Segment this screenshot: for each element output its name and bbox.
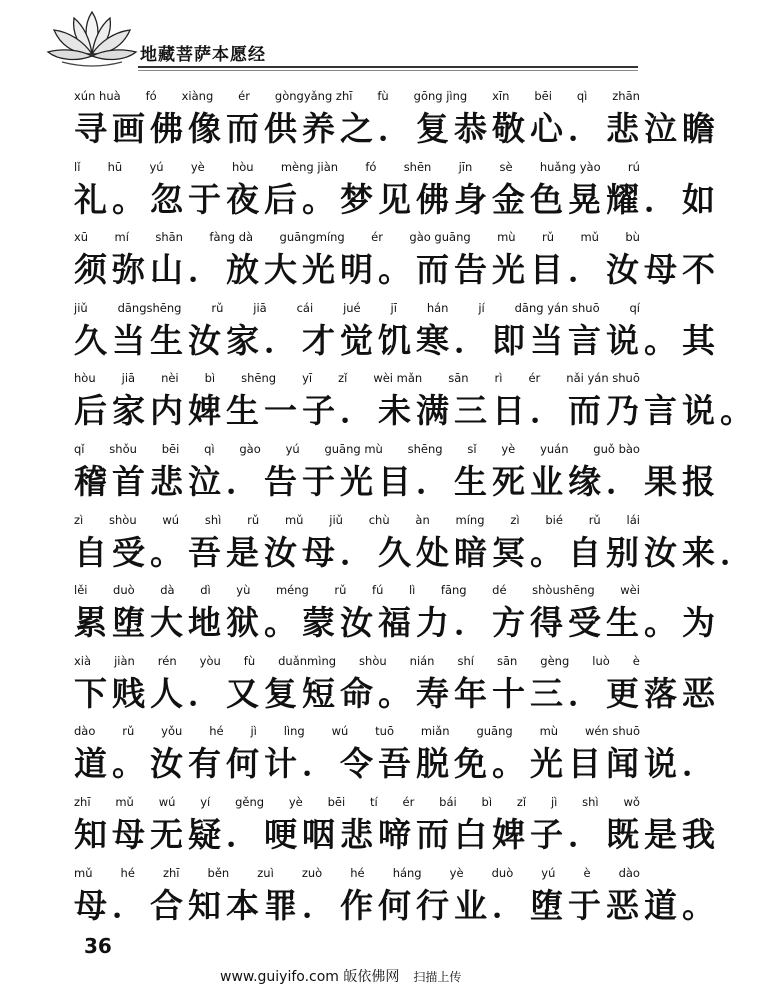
pinyin-syllable: ér: [402, 794, 415, 809]
page-number: 36: [84, 934, 112, 958]
pinyin-row: [74, 861, 664, 885]
pinyin-syllable: jiǔ: [74, 300, 88, 315]
pinyin-syllable: hòu: [74, 371, 96, 386]
hanzi-row: 寻画佛像而供养之．复恭敬心．悲泣瞻: [74, 109, 720, 148]
pinyin-syllable: xún huà: [74, 89, 121, 103]
pinyin-syllable: gào guāng: [409, 230, 471, 245]
pinyin-syllable: lǐ: [74, 159, 81, 174]
pinyin-row: [74, 578, 664, 602]
pinyin-syllable: shēng: [407, 441, 443, 456]
pinyin-syllable: fó: [145, 89, 157, 103]
lotus-icon: [42, 4, 142, 68]
pinyin-syllable: mù: [539, 724, 559, 739]
pinyin-syllable: sè: [499, 159, 513, 174]
pinyin-syllable: zhī: [74, 794, 91, 809]
pinyin-syllable: míng: [455, 512, 485, 527]
pinyin-syllable: jī: [390, 300, 397, 315]
pinyin-syllable: zì: [510, 512, 520, 527]
pinyin-syllable: yí: [200, 794, 211, 809]
pinyin-syllable: guāngmíng: [279, 230, 345, 245]
pinyin-syllable: bì: [204, 371, 216, 386]
pinyin-syllable: yī: [302, 371, 313, 386]
pinyin-syllable: yú: [149, 159, 164, 174]
pinyin-syllable: nián: [409, 653, 435, 668]
pinyin-syllable: gōng jìng: [413, 89, 468, 103]
pinyin-syllable: jué: [343, 300, 361, 315]
header-rule-thin: [138, 70, 638, 71]
pinyin-syllable: bēi: [161, 441, 180, 456]
hanzi-row: 下贱人．又复短命。寿年十三．更落恶: [74, 673, 720, 713]
book-title: 地藏菩萨本愿经: [140, 45, 266, 65]
pinyin-syllable: zhān: [612, 89, 640, 103]
pinyin-syllable: wén shuō: [584, 724, 640, 739]
pinyin-syllable: yè: [501, 441, 516, 456]
site-link[interactable]: www.guiyifo.com 皈依佛网: [220, 969, 400, 985]
pinyin-row: [74, 649, 664, 673]
pinyin-syllable: ér: [371, 230, 383, 245]
pinyin-syllable: lěi: [74, 583, 88, 598]
verse-line-2: [74, 155, 720, 226]
pinyin-syllable: è: [632, 653, 640, 668]
pinyin-syllable: mǔ: [284, 512, 304, 527]
pinyin-syllable: xū: [74, 230, 89, 245]
pinyin-syllable: wú: [158, 794, 176, 809]
pinyin-syllable: yú: [285, 441, 300, 456]
pinyin-syllable: mǔ: [580, 230, 599, 245]
hanzi-row: 自受。吾是汝母．久处暗冥。自别汝来．: [74, 532, 758, 572]
pinyin-syllable: yè: [190, 159, 205, 174]
pinyin-syllable: bié: [545, 512, 563, 527]
pinyin-syllable: qì: [576, 89, 588, 103]
pinyin-syllable: yǒu: [161, 724, 183, 739]
verse-line-7: [74, 508, 758, 579]
pinyin-syllable: fàng dà: [209, 230, 254, 245]
pinyin-syllable: lái: [626, 512, 640, 527]
pinyin-syllable: yè: [288, 794, 303, 809]
pinyin-syllable: àn: [415, 512, 430, 527]
pinyin-syllable: shì: [582, 794, 599, 809]
pinyin-syllable: huǎng yào: [539, 159, 601, 174]
pinyin-row: [74, 84, 664, 108]
pinyin-row: [74, 296, 664, 320]
pinyin-syllable: chù: [368, 512, 390, 527]
pinyin-row: [74, 790, 664, 814]
pinyin-syllable: hé: [120, 865, 135, 880]
pinyin-syllable: duò: [113, 583, 135, 598]
hanzi-row: 须弥山．放大光明。而告光目．汝母不: [74, 250, 720, 290]
pinyin-row: [74, 437, 664, 461]
pinyin-syllable: nǎi yán shuō: [566, 371, 640, 386]
pinyin-syllable: rú: [627, 159, 640, 174]
pinyin-syllable: dé: [492, 583, 507, 598]
pinyin-syllable: hé: [209, 724, 224, 739]
pinyin-syllable: luò: [592, 653, 610, 668]
pinyin-syllable: bēi: [534, 89, 552, 103]
pinyin-syllable: shòushēng: [532, 583, 595, 598]
pinyin-syllable: jì: [250, 724, 257, 739]
footer-watermark: [220, 966, 461, 986]
pinyin-syllable: guǒ bào: [593, 441, 640, 456]
pinyin-syllable: jiàn: [114, 653, 135, 668]
pinyin-syllable: wèi mǎn: [373, 371, 423, 386]
pinyin-syllable: jīn: [458, 159, 473, 174]
pinyin-syllable: mí: [114, 230, 129, 245]
pinyin-syllable: sǐ: [467, 441, 477, 456]
pinyin-syllable: fú: [372, 583, 384, 598]
hanzi-row: 知母无疑．哽咽悲啼而白婢子．既是我: [74, 814, 720, 854]
hanzi-row: 后家内婢生一子．未满三日．而乃言说。: [74, 391, 758, 431]
pinyin-syllable: yòu: [199, 653, 221, 668]
pinyin-row: [74, 508, 664, 532]
pinyin-syllable: mǔ: [74, 865, 93, 880]
pinyin-syllable: zǐ: [516, 794, 527, 809]
pinyin-syllable: shì: [204, 512, 222, 527]
pinyin-syllable: xīn: [492, 89, 510, 103]
pinyin-syllable: zì: [74, 512, 84, 527]
header-rule: [138, 66, 638, 68]
pinyin-row: [74, 366, 664, 390]
pinyin-syllable: duǎnmìng: [278, 653, 337, 668]
pinyin-syllable: rǔ: [211, 300, 224, 315]
pinyin-syllable: qǐ: [74, 441, 85, 456]
pinyin-row: [74, 719, 664, 743]
pinyin-syllable: bēi: [327, 794, 346, 809]
pinyin-syllable: zhī: [162, 865, 180, 880]
pinyin-syllable: zuò: [301, 865, 323, 880]
pinyin-syllable: gěng: [235, 794, 265, 809]
pinyin-syllable: mèng jiàn: [280, 159, 339, 174]
pinyin-syllable: rǔ: [122, 724, 135, 739]
pinyin-syllable: ér: [528, 371, 541, 386]
pinyin-row: [74, 155, 664, 179]
pinyin-syllable: wǒ: [623, 794, 640, 809]
verse-line-12: [74, 861, 720, 932]
pinyin-syllable: sān: [448, 371, 469, 386]
verse-line-10: [74, 719, 720, 790]
pinyin-syllable: xià: [74, 653, 92, 668]
pinyin-syllable: jí: [478, 300, 485, 315]
hanzi-row: 礼。忽于夜后。梦见佛身金色晃耀．如: [74, 179, 720, 219]
pinyin-syllable: dì: [200, 583, 211, 598]
pinyin-syllable: fó: [365, 159, 377, 174]
pinyin-syllable: hū: [107, 159, 123, 174]
pinyin-syllable: jiā: [121, 371, 136, 386]
pinyin-syllable: sān: [496, 653, 518, 668]
verse-line-3: [74, 225, 720, 296]
pinyin-syllable: mù: [497, 230, 516, 245]
pinyin-syllable: fāng: [440, 583, 467, 598]
pinyin-syllable: fù: [243, 653, 256, 668]
pinyin-syllable: dāng yán shuō: [514, 300, 600, 315]
verse-line-9: [74, 649, 720, 720]
text-body: [74, 84, 758, 931]
pinyin-syllable: shòu: [359, 653, 387, 668]
pinyin-syllable: rǔ: [588, 512, 601, 527]
pinyin-syllable: jì: [550, 794, 558, 809]
upload-note: 扫描上传: [413, 970, 462, 984]
pinyin-syllable: bù: [625, 230, 640, 245]
pinyin-syllable: jiā: [253, 300, 267, 315]
pinyin-syllable: cái: [296, 300, 314, 315]
pinyin-syllable: qì: [204, 441, 215, 456]
pinyin-syllable: dào: [74, 724, 96, 739]
pinyin-syllable: rǔ: [542, 230, 555, 245]
pinyin-syllable: dào: [618, 865, 640, 880]
hanzi-row: 母．合知本罪．作何行业．堕于恶道。: [74, 885, 720, 925]
pinyin-syllable: jiǔ: [329, 512, 343, 527]
pinyin-syllable: zǐ: [338, 371, 348, 386]
hanzi-row: 道。汝有何计．令吾脱免。光目闻说．: [74, 744, 720, 784]
pinyin-syllable: lì: [408, 583, 416, 598]
pinyin-syllable: miǎn: [420, 724, 450, 739]
pinyin-syllable: xiàng: [181, 89, 214, 103]
pinyin-syllable: dà: [160, 583, 175, 598]
pinyin-syllable: shǒu: [109, 441, 137, 456]
verse-line-6: [74, 437, 720, 508]
pinyin-syllable: rén: [157, 653, 177, 668]
pinyin-syllable: ér: [238, 89, 250, 103]
pinyin-syllable: rǔ: [247, 512, 260, 527]
pinyin-syllable: shēn: [403, 159, 432, 174]
hanzi-row: 累堕大地狱。蒙汝福力．方得受生。为: [74, 603, 720, 643]
verse-line-1: [74, 84, 720, 155]
pinyin-syllable: è: [583, 865, 591, 880]
pinyin-syllable: mǔ: [115, 794, 134, 809]
pinyin-syllable: shēng: [241, 371, 277, 386]
pinyin-syllable: gòngyǎng zhī: [274, 89, 353, 103]
pinyin-syllable: dāngshēng: [117, 300, 182, 315]
pinyin-syllable: hòu: [231, 159, 254, 174]
hanzi-row: 稽首悲泣．告于光目．生死业缘．果报: [74, 461, 720, 501]
pinyin-syllable: rǔ: [334, 583, 347, 598]
pinyin-syllable: guāng: [476, 724, 513, 739]
hanzi-row: 久当生汝家．才觉饥寒．即当言说。其: [74, 320, 720, 360]
pinyin-syllable: bái: [439, 794, 457, 809]
pinyin-syllable: yù: [236, 583, 251, 598]
pinyin-syllable: yuán: [540, 441, 569, 456]
pinyin-syllable: shí: [457, 653, 474, 668]
pinyin-syllable: hé: [350, 865, 365, 880]
pinyin-syllable: tí: [369, 794, 378, 809]
pinyin-syllable: nèi: [161, 371, 179, 386]
pinyin-syllable: wú: [162, 512, 180, 527]
pinyin-syllable: běn: [207, 865, 230, 880]
pinyin-syllable: guāng mù: [324, 441, 383, 456]
pinyin-syllable: gèng: [540, 653, 570, 668]
pinyin-syllable: qí: [629, 300, 640, 315]
pinyin-syllable: yè: [449, 865, 464, 880]
verse-line-8: [74, 578, 720, 649]
verse-line-5: [74, 366, 758, 437]
page-header: [0, 0, 678, 80]
pinyin-syllable: wèi: [620, 583, 640, 598]
pinyin-syllable: tuō: [375, 724, 394, 739]
pinyin-syllable: duò: [491, 865, 514, 880]
pinyin-syllable: wú: [331, 724, 349, 739]
pinyin-syllable: shòu: [109, 512, 137, 527]
pinyin-row: [74, 225, 664, 249]
pinyin-syllable: hán: [426, 300, 449, 315]
pinyin-syllable: rì: [494, 371, 503, 386]
pinyin-syllable: lìng: [283, 724, 305, 739]
verse-line-4: [74, 296, 720, 367]
pinyin-syllable: gào: [239, 441, 261, 456]
pinyin-syllable: háng: [392, 865, 422, 880]
pinyin-syllable: zuì: [257, 865, 274, 880]
pinyin-syllable: méng: [275, 583, 309, 598]
pinyin-syllable: shān: [155, 230, 183, 245]
verse-line-11: [74, 790, 720, 861]
pinyin-syllable: fù: [377, 89, 389, 103]
pinyin-syllable: bì: [481, 794, 493, 809]
pinyin-syllable: yú: [541, 865, 556, 880]
